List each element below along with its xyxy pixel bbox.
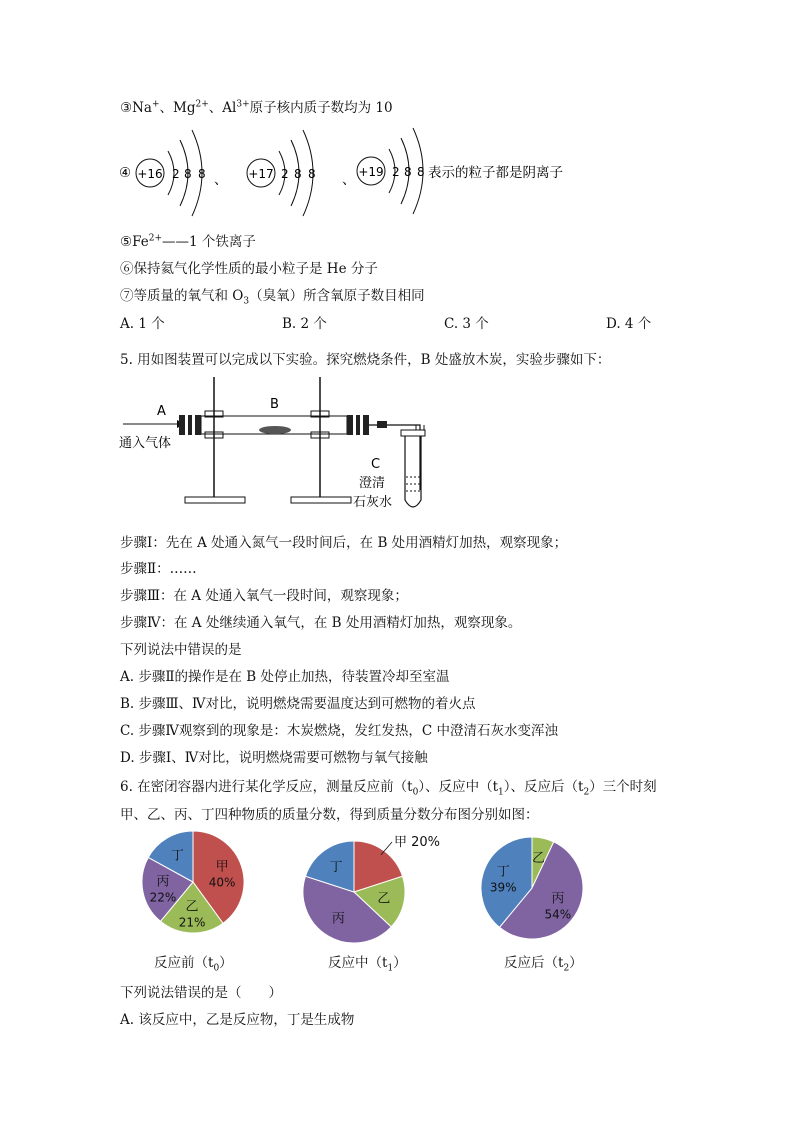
q6-question: 下列说法错误的是（ ） — [120, 985, 282, 1001]
left-stopper — [179, 415, 201, 435]
shell-electrons: 8 — [294, 167, 302, 181]
q5-question: 下列说法中错误的是 — [120, 642, 242, 658]
statement-4-diagrams — [110, 118, 610, 228]
iron-stand-right — [291, 377, 351, 503]
q4-option-b[interactable]: B. 2 个 — [282, 316, 327, 332]
callout-label: 甲 20% — [394, 835, 441, 850]
nucleus-charge: +19 — [358, 165, 384, 179]
q5-step-3: 步骤Ⅲ：在 A 处通入氧气一段时间，观察现象； — [120, 588, 408, 604]
q5-step-4: 步骤Ⅳ：在 A 处继续通入氧气，在 B 处用酒精灯加热，观察现象。 — [120, 615, 522, 631]
pie-percent-label: 39% — [489, 880, 517, 895]
q4-option-d[interactable]: D. 4 个 — [606, 316, 652, 332]
statement-4-marker: ④ — [119, 165, 132, 181]
pie-label: 丁 — [329, 860, 343, 876]
q6-stem-line-1: 6. 在密闭容器内进行某化学反应，测量反应前$(t_0)$、反应中$(t_1)$、反应后$(t_2)$三个时刻 — [120, 779, 657, 798]
pie-caption-t2: 反应后$(t_2)$ — [504, 955, 583, 974]
shell-electrons: 8 — [417, 165, 425, 179]
shell-electrons: 8 — [184, 167, 192, 181]
iron-stand-left — [185, 377, 245, 503]
label-a: A — [157, 404, 166, 419]
statement-4-tail: 表示的粒子都是阴离子 — [428, 165, 563, 181]
q5-option-d[interactable]: D. 步骤Ⅰ、Ⅳ对比，说明燃烧需要可燃物与氧气接触 — [120, 750, 428, 766]
shell-electrons: 2 — [281, 167, 289, 181]
charcoal-sample — [259, 426, 291, 434]
statement-5: $⑤Fe^{2+}——1$ 个铁离子 — [120, 233, 256, 250]
q5-option-a[interactable]: A. 步骤Ⅱ的操作是在 B 处停止加热，待装置冷却至室温 — [120, 669, 450, 685]
test-tube — [405, 434, 421, 507]
q4-option-c[interactable]: C. 3 个 — [444, 316, 489, 332]
pie-caption-t0: 反应前$(t_0)$ — [154, 955, 233, 974]
pie-label: 丙 — [156, 874, 170, 890]
statement-7: ⑦等质量的氧气和 $O_3$（臭氧）所含氧原子数目相同 — [120, 288, 425, 307]
pie-label: 甲 — [215, 859, 229, 875]
separator: 、 — [342, 172, 356, 188]
q4-option-a[interactable]: A. 1 个 — [120, 316, 165, 332]
q5-step-1: 步骤Ⅰ：先在 A 处通入氮气一段时间后，在 B 处用酒精灯加热，观察现象； — [120, 535, 568, 551]
nucleus-charge: +16 — [137, 167, 163, 181]
nucleus-charge: +17 — [248, 167, 274, 181]
shell-electrons: 8 — [404, 165, 412, 179]
shell-electrons: 8 — [198, 167, 206, 181]
combustion-apparatus-diagram — [115, 372, 445, 522]
q6-option-a[interactable]: A. 该反应中，乙是反应物，丁是生成物 — [120, 1012, 355, 1028]
atom-structure-1 — [136, 130, 206, 216]
shell-electrons: 2 — [172, 167, 180, 181]
pie-label: 乙 — [532, 851, 546, 867]
pie-label: 乙 — [185, 899, 199, 915]
shell-electrons: 8 — [308, 167, 316, 181]
pie-percent-label: 54% — [544, 907, 572, 922]
pie-label: 丙 — [551, 891, 565, 907]
q5-option-b[interactable]: B. 步骤Ⅲ、Ⅳ对比，说明燃烧需要温度达到可燃物的着火点 — [120, 696, 476, 712]
q5-option-c[interactable]: C. 步骤Ⅳ观察到的现象是：木炭燃烧，发红发热，C 中澄清石灰水变浑浊 — [120, 723, 559, 739]
pie-percent-label: 21% — [178, 915, 206, 930]
pie-label: 丁 — [170, 848, 184, 864]
label-c: C — [371, 457, 381, 472]
right-stopper — [347, 415, 369, 435]
label-b: B — [270, 397, 279, 412]
label-limewater-2: 石灰水 — [353, 495, 393, 510]
pie-label: 丙 — [331, 911, 345, 927]
pie-percent-label: 22% — [149, 890, 177, 905]
inlet-label: 通入气体 — [119, 436, 172, 451]
label-limewater-1: 澄清 — [359, 476, 386, 491]
pie-caption-t1: 反应中$(t_1)$ — [328, 955, 407, 974]
q5-step-2: 步骤Ⅱ：…… — [120, 561, 197, 577]
separator: 、 — [214, 172, 228, 188]
pie-label: 丁 — [496, 864, 510, 880]
statement-3: ③Na+、$Mg^{2+}$、$Al^{3+}$原子核内质子数均为 10 — [120, 99, 393, 116]
atom-structure-2 — [247, 130, 316, 216]
q5-stem: 5. 用如图装置可以完成以下实验。探究燃烧条件，B 处盛放木炭，实验步骤如下： — [120, 352, 611, 368]
pie-label: 乙 — [377, 891, 391, 907]
statement-6: ⑥保持氦气化学性质的最小粒子是 He 分子 — [120, 261, 378, 277]
pie-percent-label: 40% — [208, 875, 236, 890]
atom-structure-3 — [357, 128, 425, 214]
q6-stem-line-2: 甲、乙、丙、丁四种物质的质量分数，得到质量分数分布图分别如图： — [120, 807, 539, 823]
shell-electrons: 2 — [392, 165, 400, 179]
